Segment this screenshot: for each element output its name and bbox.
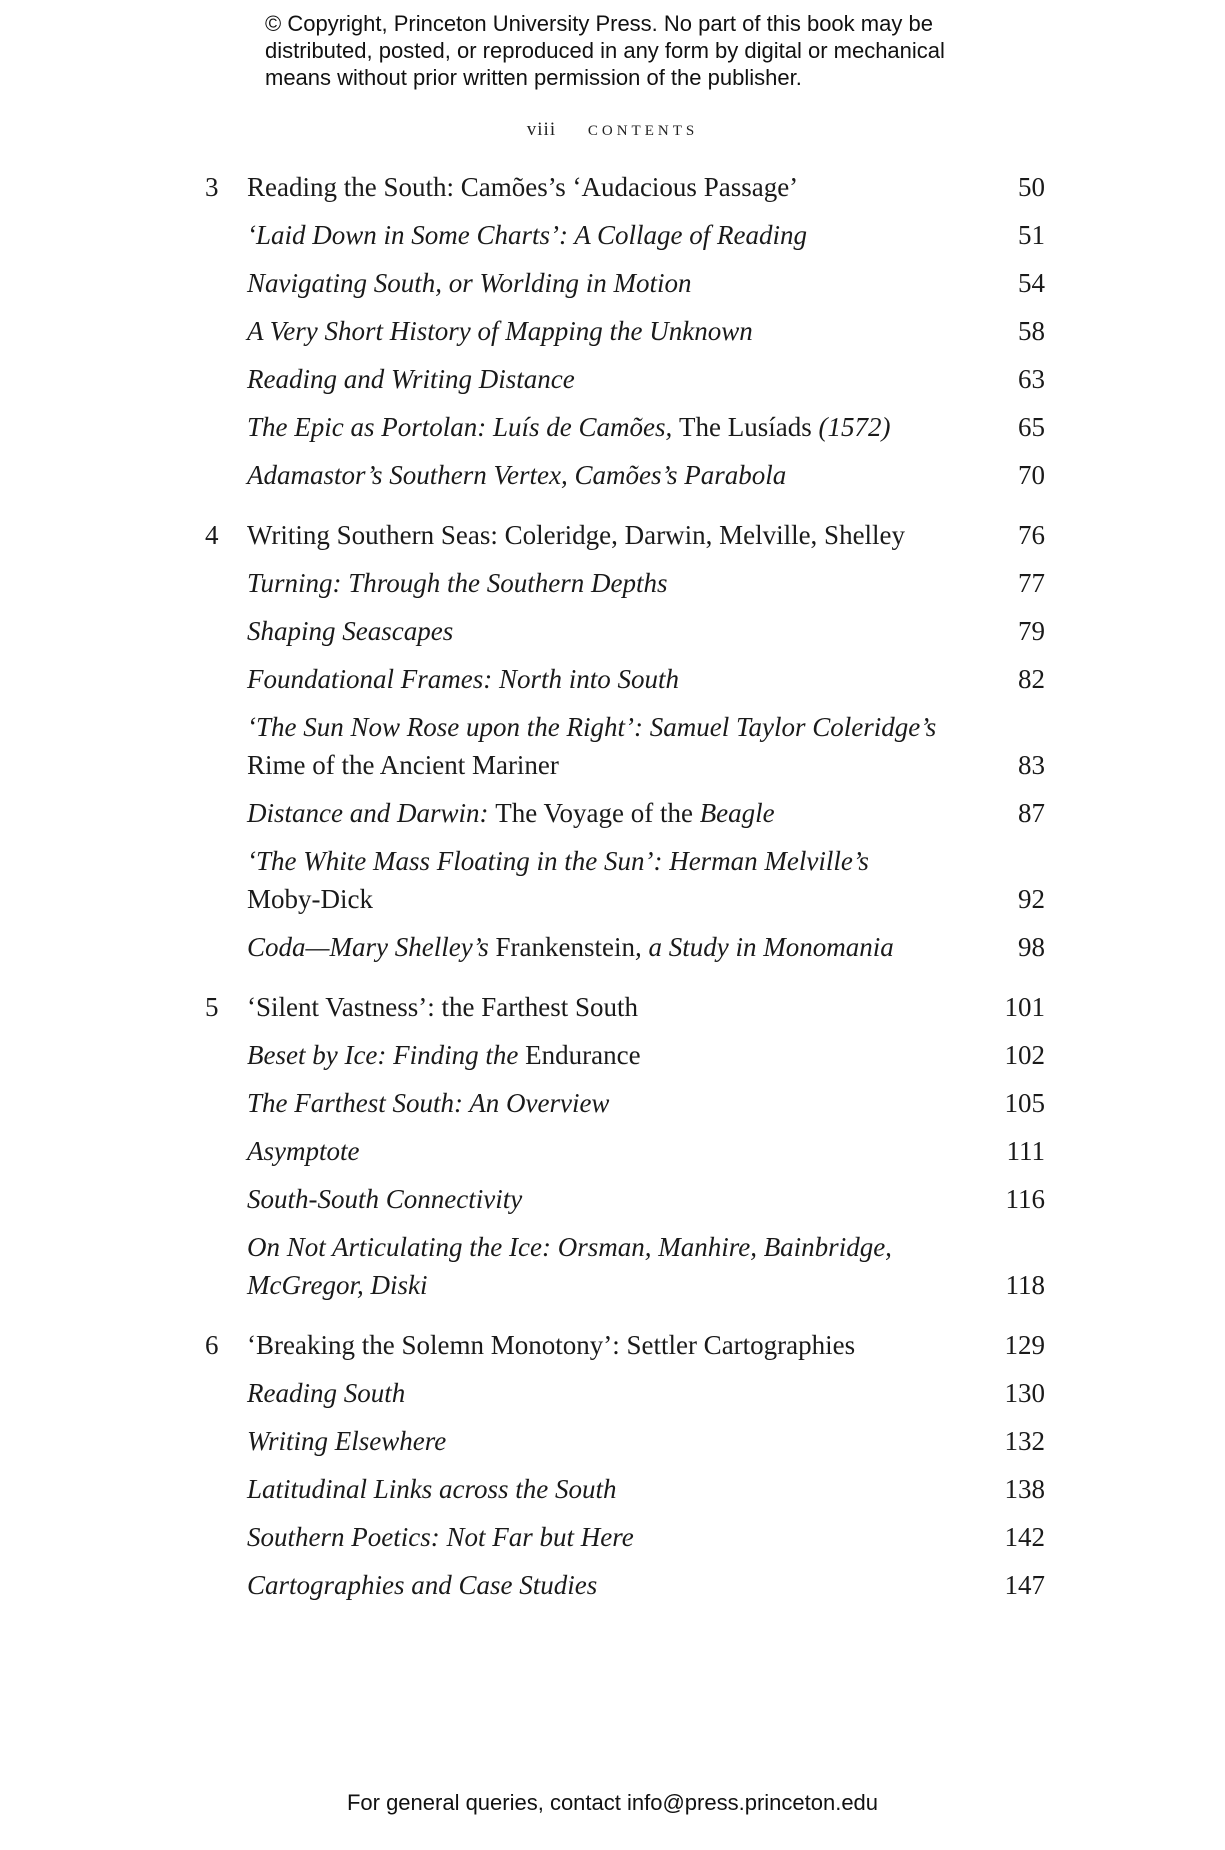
section-entry[interactable] — [205, 1036, 1045, 1074]
chapter-heading[interactable] — [205, 1326, 1045, 1364]
copyright-line: © Copyright, Princeton University Press. No part of this book may be — [265, 11, 933, 36]
page-number: 130 — [1004, 1378, 1045, 1408]
section-entry[interactable] — [205, 708, 1045, 784]
section-entry[interactable] — [205, 216, 1045, 254]
section-title: South-South Connectivity — [247, 1184, 523, 1214]
section-entry[interactable] — [205, 408, 1045, 446]
section-entry[interactable] — [205, 360, 1045, 398]
page-number: 101 — [1004, 992, 1045, 1022]
section-title: Foundational Frames: North into South — [247, 664, 679, 694]
section-title-part: , a Study in Monomania — [634, 932, 894, 962]
section-entry[interactable] — [205, 1566, 1045, 1604]
section-title — [247, 708, 975, 784]
chapter-6 — [205, 1326, 1045, 1604]
section-entry[interactable] — [205, 660, 1045, 698]
section-title: Southern Poetics: Not Far but Here — [247, 1522, 634, 1552]
section-entry[interactable] — [205, 1132, 1045, 1170]
chapter-4 — [205, 516, 1045, 966]
chapter-title: ‘Silent Vastness’: the Farthest South — [247, 992, 638, 1022]
section-title-part: McGregor, Diski — [247, 1270, 428, 1300]
section-title: Navigating South, or Worlding in Motion — [247, 268, 692, 298]
chapter-heading[interactable] — [205, 988, 1045, 1026]
page-number: 76 — [1018, 520, 1045, 550]
section-title: Shaping Seascapes — [247, 616, 454, 646]
page-number: 98 — [1018, 932, 1045, 962]
chapter-title: Reading the South: Camões’s ‘Audacious Passage’ — [247, 172, 799, 202]
ship-name: Endurance — [525, 1040, 641, 1070]
page-number: 87 — [1018, 798, 1045, 828]
page-number: 83 — [1018, 750, 1045, 780]
page-number: 105 — [1004, 1088, 1045, 1118]
section-entry[interactable] — [205, 794, 1045, 832]
book-title: Frankenstein — [495, 932, 635, 962]
copyright-notice — [265, 10, 1005, 91]
section-entry[interactable] — [205, 1518, 1045, 1556]
section-title-part: (1572) — [811, 412, 891, 442]
chapter-heading[interactable] — [205, 516, 1045, 554]
chapter-title: ‘Breaking the Solemn Monotony’: Settler Cartographies — [247, 1330, 856, 1360]
section-title-part: ‘The Sun Now Rose upon the Right’: Samuel Taylor Coleridge’s — [247, 712, 937, 742]
section-title: Reading and Writing Distance — [247, 364, 575, 394]
page-number: 102 — [1004, 1040, 1045, 1070]
page-number: 63 — [1018, 364, 1045, 394]
book-title: The Voyage of the — [495, 798, 700, 828]
section-title: Writing Elsewhere — [247, 1426, 447, 1456]
section-title — [247, 928, 975, 966]
chapter-3 — [205, 168, 1045, 494]
section-title-part: On Not Articulating the Ice: Orsman, Manhire, Bainbridge, — [247, 1232, 892, 1262]
section-entry[interactable] — [205, 928, 1045, 966]
copyright-line: distributed, posted, or reproduced in any form by digital or mechanical — [265, 38, 945, 63]
section-entry[interactable] — [205, 1084, 1045, 1122]
page-number: 138 — [1004, 1474, 1045, 1504]
page-folio: viii — [526, 119, 557, 140]
section-entry[interactable] — [205, 1374, 1045, 1412]
section-title: Asymptote — [247, 1136, 360, 1166]
section-title-part: Coda—Mary Shelley’s — [247, 932, 496, 962]
book-title: Rime of the Ancient Mariner — [247, 750, 559, 780]
running-head-section: contents — [587, 115, 699, 140]
page-number: 82 — [1018, 664, 1045, 694]
chapter-number: 5 — [205, 992, 219, 1022]
section-entry[interactable] — [205, 264, 1045, 302]
page-number: 116 — [1005, 1184, 1045, 1214]
copyright-line: means without prior written permission of the publisher. — [265, 65, 802, 90]
section-title-part: Distance and Darwin: — [247, 798, 496, 828]
page-number: 70 — [1018, 460, 1045, 490]
section-entry[interactable] — [205, 1180, 1045, 1218]
page-number: 132 — [1004, 1426, 1045, 1456]
page-number: 111 — [1006, 1136, 1045, 1166]
ship-name: Beagle — [699, 798, 775, 828]
table-of-contents — [205, 168, 1045, 1626]
page-number: 92 — [1018, 884, 1045, 914]
chapter-number: 6 — [205, 1330, 219, 1360]
section-title — [247, 1228, 975, 1304]
page-number: 79 — [1018, 616, 1045, 646]
section-title: A Very Short History of Mapping the Unknown — [247, 316, 753, 346]
page-number: 54 — [1018, 268, 1045, 298]
page-number: 142 — [1004, 1522, 1045, 1552]
section-entry[interactable] — [205, 1470, 1045, 1508]
page-number: 118 — [1005, 1270, 1045, 1300]
page-number: 50 — [1018, 172, 1045, 202]
page-number: 58 — [1018, 316, 1045, 346]
chapter-number: 4 — [205, 520, 219, 550]
page-number: 77 — [1018, 568, 1045, 598]
page-number: 129 — [1004, 1330, 1045, 1360]
chapter-5 — [205, 988, 1045, 1304]
section-title-part: Beset by Ice: Finding the — [247, 1040, 526, 1070]
section-entry[interactable] — [205, 312, 1045, 350]
section-title: Cartographies and Case Studies — [247, 1570, 598, 1600]
section-title: Latitudinal Links across the South — [247, 1474, 617, 1504]
chapter-heading[interactable] — [205, 168, 1045, 206]
section-title — [247, 1036, 975, 1074]
chapter-number: 3 — [205, 172, 219, 202]
section-title — [247, 794, 975, 832]
page-number: 65 — [1018, 412, 1045, 442]
section-title: ‘Laid Down in Some Charts’: A Collage of Reading — [247, 220, 807, 250]
running-head — [0, 115, 1225, 141]
chapter-title: Writing Southern Seas: Coleridge, Darwin, Melville, Shelley — [247, 520, 906, 550]
section-entry[interactable] — [205, 612, 1045, 650]
page-number: 147 — [1004, 1570, 1045, 1600]
book-title: The Lusíads — [679, 412, 812, 442]
section-title: Turning: Through the Southern Depths — [247, 568, 668, 598]
section-title-part: ‘The White Mass Floating in the Sun’: Herman Melville’s — [247, 846, 869, 876]
section-entry[interactable] — [205, 1228, 1045, 1304]
footer-contact: For general queries, contact info@press.princeton.edu — [346, 1790, 879, 1815]
section-entry[interactable] — [205, 842, 1045, 918]
section-title — [247, 842, 975, 918]
section-title: Reading South — [247, 1378, 406, 1408]
page-number: 51 — [1018, 220, 1045, 250]
book-title: Moby-Dick — [247, 884, 373, 914]
section-entry[interactable] — [205, 456, 1045, 494]
section-title: Adamastor’s Southern Vertex, Camões’s Parabola — [247, 460, 787, 490]
section-title — [247, 408, 975, 446]
section-entry[interactable] — [205, 564, 1045, 602]
section-entry[interactable] — [205, 1422, 1045, 1460]
section-title-part: The Epic as Portolan: Luís de Camões, — [247, 412, 679, 442]
section-title: The Farthest South: An Overview — [247, 1088, 610, 1118]
